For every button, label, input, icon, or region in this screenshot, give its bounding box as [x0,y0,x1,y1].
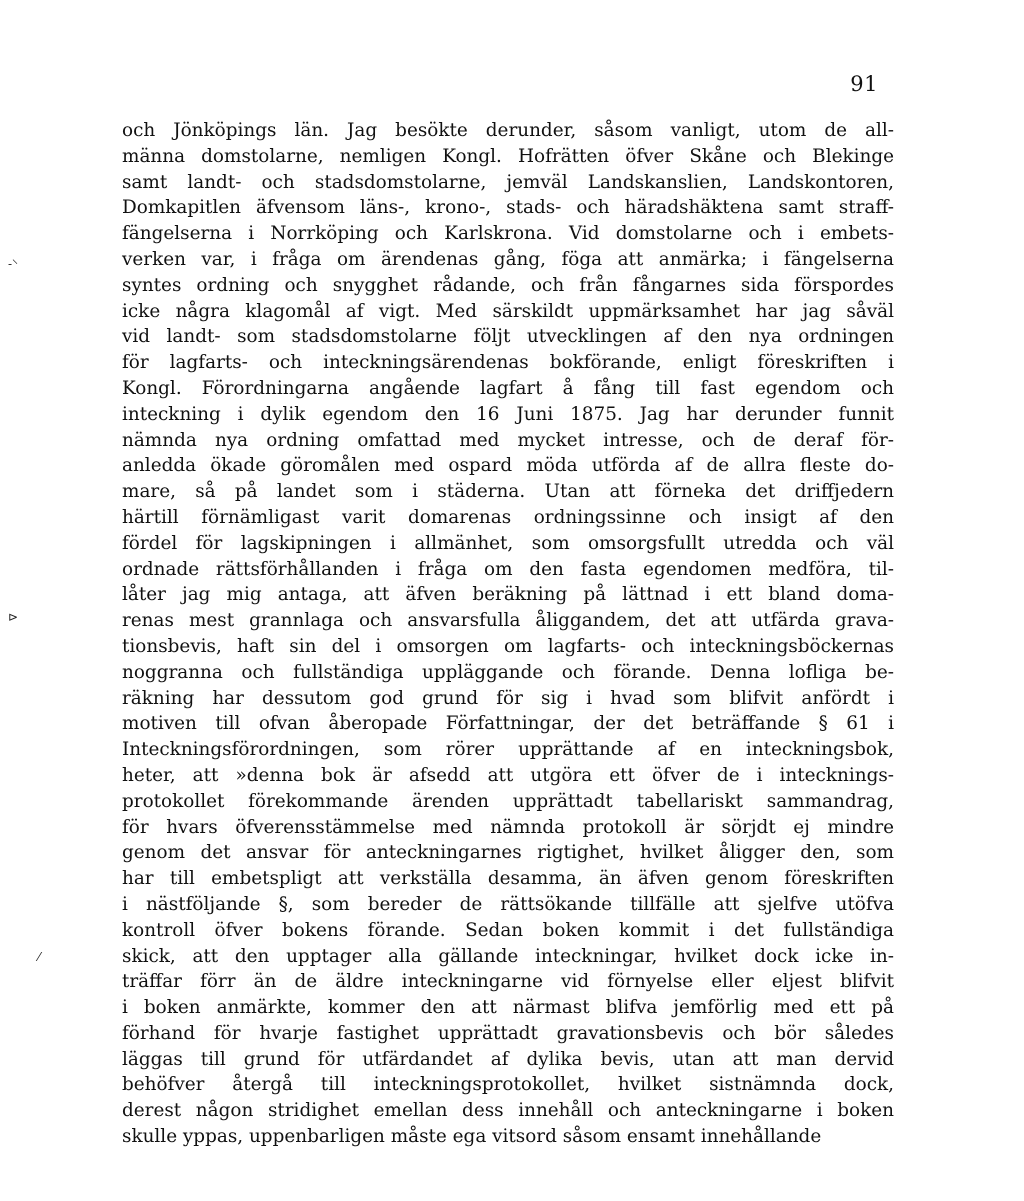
body-text [122,118,894,1150]
text-line: Domkapitlen äfvensom läns-, krono-, stads- och häradshäktena samt straff- [122,197,894,219]
text-line: männa domstolarne, nemligen Kongl. Hofrätten öfver Skåne och Blekinge [122,145,894,167]
text-line: renas mest grannlaga och ansvarsfulla åliggandem, det att utfärda grava- [122,610,894,632]
text-line: protokollet förekommande ärenden upprättadt tabellariskt sammandrag, [122,790,894,812]
margin-mark: ⁄ [38,950,41,964]
margin-mark: ⊳ [8,610,19,624]
text-line: och Jönköpings län. Jag besökte derunder, såsom vanligt, utom de all- [122,120,894,141]
text-line: syntes ordning och snygghet rådande, och från fångarnes sida förspordes [122,274,894,296]
text-line: derest någon stridighet emellan dess innehåll och anteckningarne i boken [122,1100,894,1122]
text-line: anledda ökade göromålen med ospard möda utförda af de allra fleste do- [122,455,894,477]
text-line: nämnda nya ordning omfattad med mycket intresse, och de deraf för- [122,429,894,451]
text-line: härtill förnämligast varit domarenas ordningssinne och insigt af den [122,506,894,528]
text-line: motiven till ofvan åberopade Författningar, der det beträffande § 61 i [122,713,894,735]
text-line: i boken anmärkte, kommer den att närmast blifva jemförlig med ett på [122,997,894,1019]
text-line: noggranna och fullständiga uppläggande och förande. Denna lofliga be- [122,661,894,683]
text-line: icke några klagomål af vigt. Med särskildt uppmärksamhet har jag såväl [122,300,894,322]
text-line: räkning har dessutom god grund för sig i hvad som blifvit anfördt i [122,687,894,709]
text-line: samt landt- och stadsdomstolarne, jemväl Landskanslien, Landskontoren, [122,171,894,193]
text-line: låter jag mig antaga, att äfven beräkning på lättnad i ett bland doma- [122,584,894,606]
text-line: inteckning i dylik egendom den 16 Juni 1875. Jag har derunder funnit [122,403,894,425]
text-line: Kongl. Förordningarna angående lagfart å fång till fast egendom och [122,377,894,399]
text-line: läggas till grund för utfärdandet af dylika bevis, utan att man dervid [122,1048,894,1070]
text-line: träffar förr än de äldre inteckningarne vid förnyelse eller eljest blifvit [122,971,894,993]
text-line: har till embetspligt att verkställa desamma, än äfven genom föreskriften [122,868,894,890]
text-line: behöfver återgå till inteckningsprotokollet, hvilket sistnämnda dock, [122,1074,894,1096]
text-line: verken var, i fråga om ärendenas gång, föga att anmärka; i fängelserna [122,248,894,270]
text-line: fördel för lagskipningen i allmänhet, som omsorgsfullt utredda och väl [122,532,894,554]
text-line: skick, att den upptager alla gällande inteckningar, hvilket dock icke in- [122,945,894,967]
text-line: förhand för hvarje fastighet upprättadt gravationsbevis och bör således [122,1022,894,1044]
text-line: fängelserna i Norrköping och Karlskrona. Vid domstolarne och i embets- [122,223,894,245]
text-line: i nästföljande §, som bereder de rättsökande tillfälle att sjelfve utöfva [122,893,894,915]
text-line: för hvars öfverensstämmelse med nämnda protokoll är sörjdt ej mindre [122,816,894,838]
page-number: 91 [850,72,878,96]
text-line: genom det ansvar för anteckningarnes rigtighet, hvilket åligger den, som [122,842,894,864]
text-line: kontroll öfver bokens förande. Sedan boken kommit i det fullständiga [122,919,894,941]
text-line: mare, så på landet som i städerna. Utan att förneka det driffjedern [122,481,894,503]
text-line: vid landt- som stadsdomstolarne följt utvecklingen af den nya ordningen [122,326,894,348]
margin-mark: -⸌ [8,257,19,271]
text-line: ordnade rättsförhållanden i fråga om den fasta egendomen medföra, til- [122,558,894,580]
text-line: heter, att »denna bok är afsedd att utgöra ett öfver de i intecknings- [122,764,894,786]
text-line: skulle yppas, uppenbarligen måste ega vitsord såsom ensamt innehållande [122,1126,822,1148]
text-line: tionsbevis, haft sin del i omsorgen om lagfarts- och inteckningsböckernas [122,635,894,657]
text-line: Inteckningsförordningen, som rörer upprättande af en inteckningsbok, [122,739,894,761]
text-line: för lagfarts- och inteckningsärendenas bokförande, enligt föreskriften i [122,352,894,374]
